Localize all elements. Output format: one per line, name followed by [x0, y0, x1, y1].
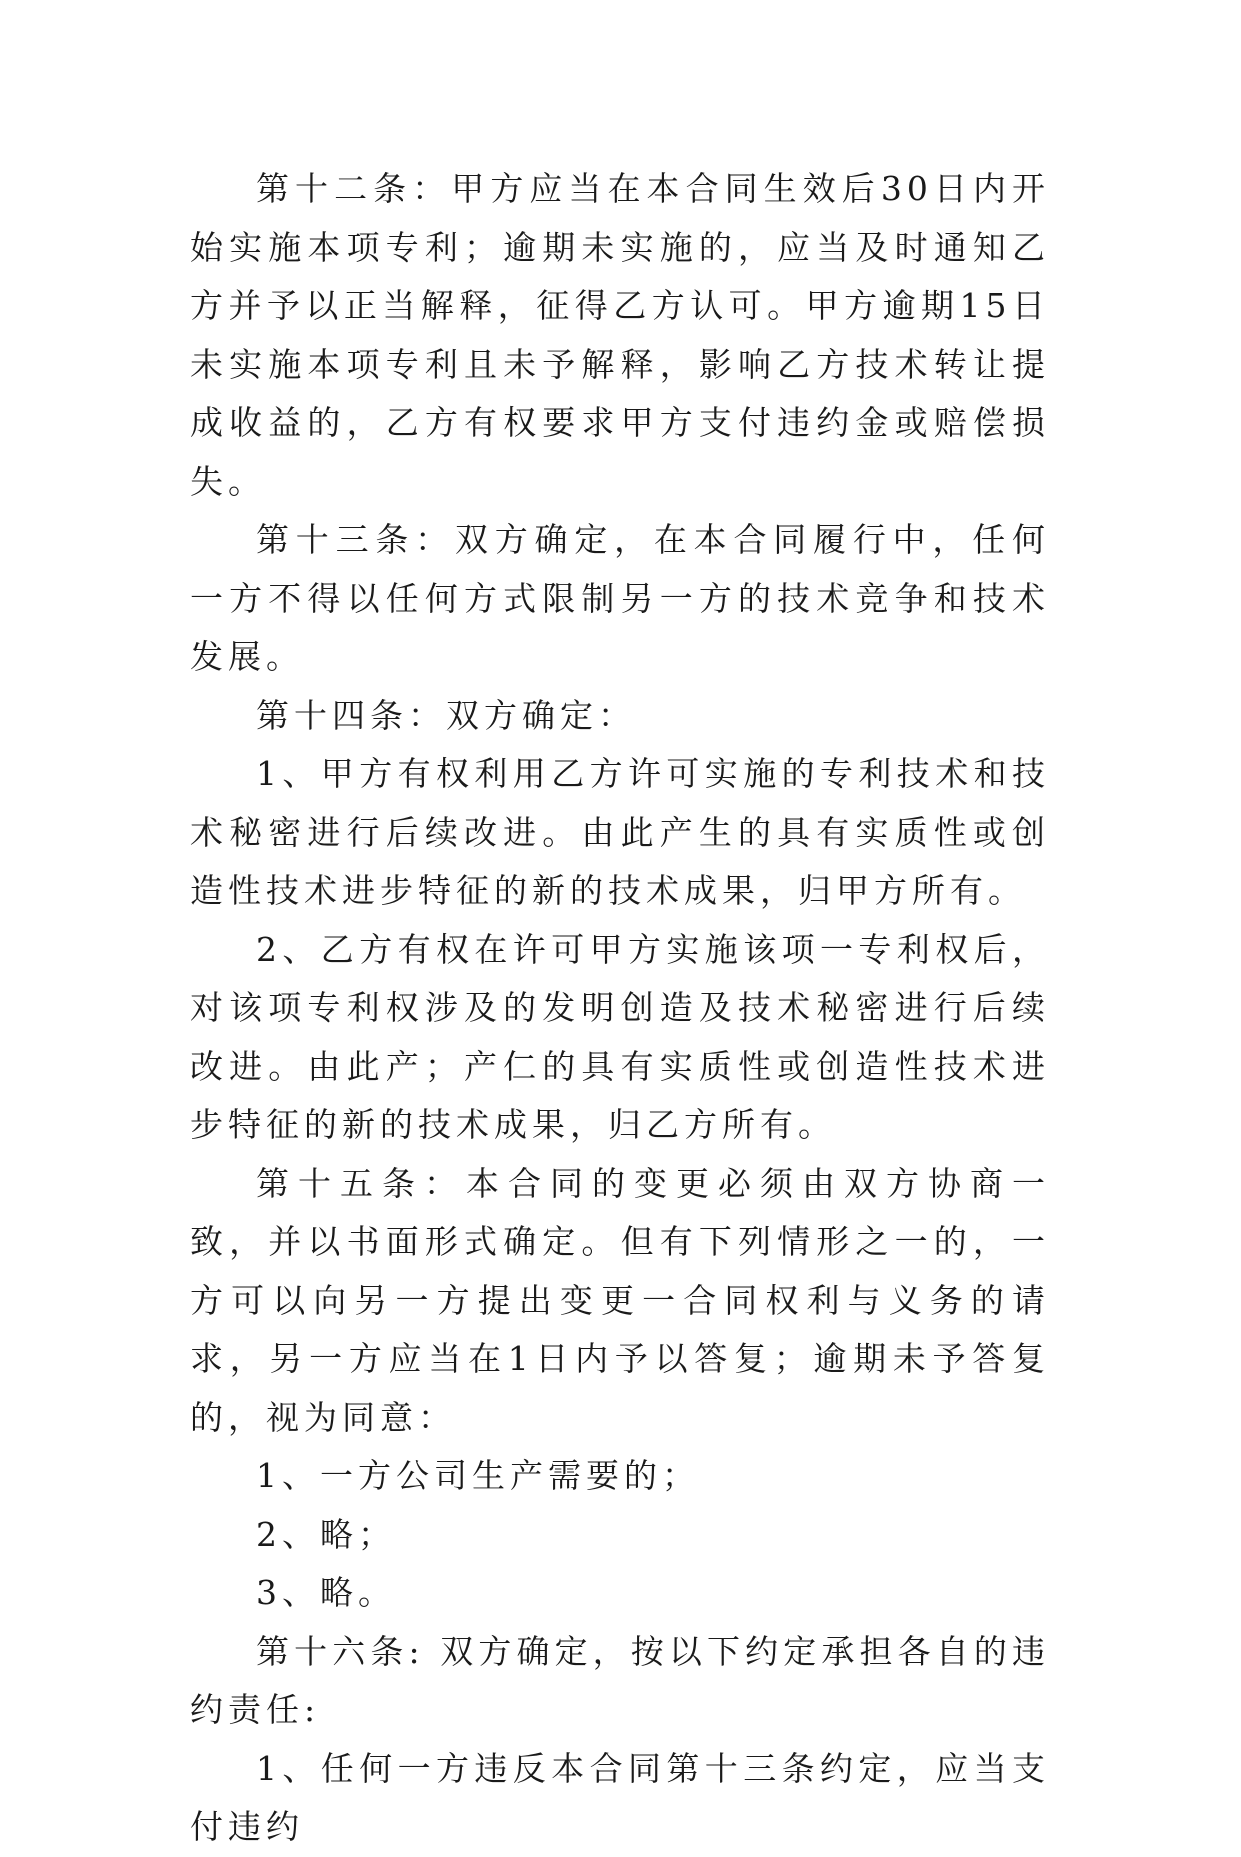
- clause-12-paragraph: 第十二条：甲方应当在本合同生效后30日内开始实施本项专利；逾期未实施的，应当及时通知乙方并予以正当解释，征得乙方认可。甲方逾期15日未实施本项专利且未予解释，影响乙方技术转让提成收益的，乙方有权要求甲方支付违约金或赔偿损失。: [190, 169, 1050, 501]
- clause-15-item-1: 1、一方公司生产需要的；: [256, 1456, 700, 1495]
- clause-14-heading: 第十四条：双方确定：: [256, 695, 636, 735]
- clause-14-item-1: 1、甲方有权利用乙方许可实施的专利技术和技术秘密进行后续改进。由此产生的具有实质性或创造性技术进步特征的新的技术成果，归甲方所有。: [190, 754, 1050, 910]
- clause-15-item-3: 3、略。: [256, 1573, 396, 1612]
- clause-13-paragraph: 第十三条：双方确定，在本合同履行中，任何一方不得以任何方式限制另一方的技术竞争和技术发展。: [190, 520, 1050, 676]
- clause-14-item-2: 2、乙方有权在许可甲方实施该项一专利权后，对该项专利权涉及的发明创造及技术秘密进行后续改进。由此产；产仁的具有实质性或创造性技术进步特征的新的技术成果，归乙方所有。: [190, 929, 1050, 1144]
- clause-15-paragraph: 第十五条：本合同的变更必须由双方协商一致，并以书面形式确定。但有下列情形之一的，一方可以向另一方提出变更一合同权利与义务的请求，另一方应当在1日内予以答复；逾期未予答复的，视为同意：: [190, 1163, 1050, 1437]
- clause-16-heading: 第十六条: 双方确定，按以下约定承担各自的违约责任:: [190, 1631, 1050, 1729]
- document-page: [190, 160, 1050, 1857]
- clause-16-item-1: 1、任何一方违反本合同第十三条约定，应当支付违约: [190, 1748, 1050, 1846]
- clause-15-item-2: 2、略；: [256, 1514, 396, 1554]
